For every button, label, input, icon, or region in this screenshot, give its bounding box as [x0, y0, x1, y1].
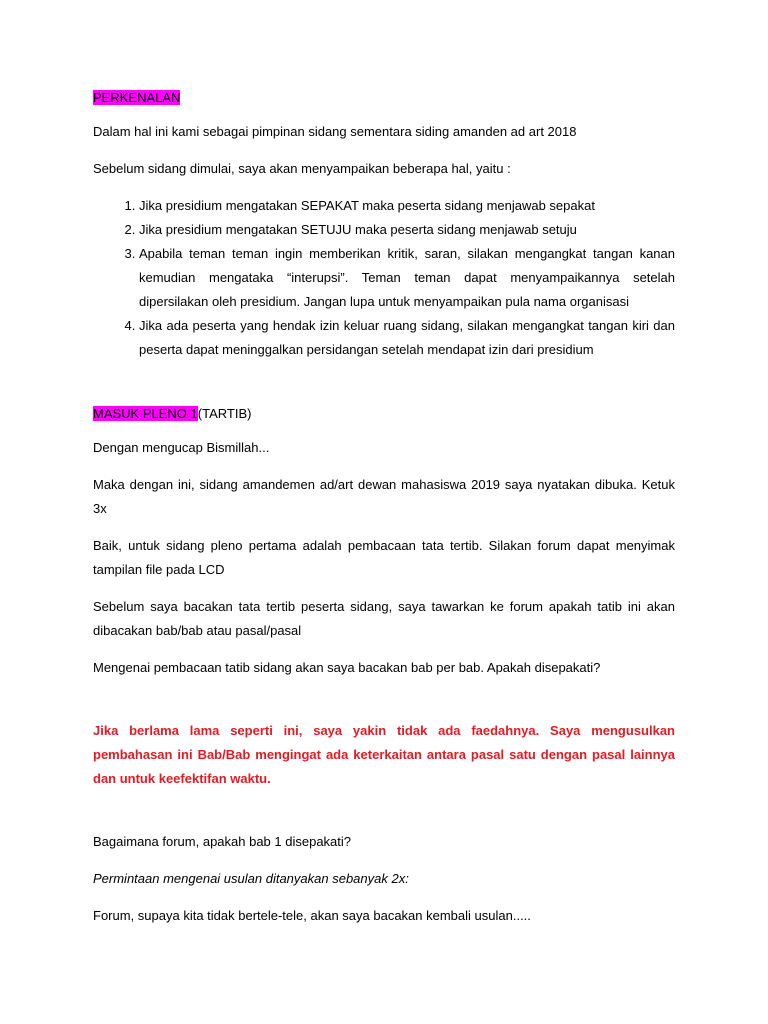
- paragraph-red-note: Jika berlama lama seperti ini, saya yakin tidak ada faedahnya. Saya mengusulkan pembahasan ini Bab/Bab mengingat ada keterkaitan antara pasal satu dengan pasal lainnya dan untuk keefektifan waktu.: [93, 723, 675, 786]
- paragraph-announcement: Sebelum sidang dimulai, saya akan menyampaikan beberapa hal, yaitu :: [93, 161, 511, 176]
- paragraph-pleno-intro: Baik, untuk sidang pleno pertama adalah pembacaan tata tertib. Silakan forum dapat menyimak tampilan file pada LCD: [93, 538, 675, 577]
- paragraph-opening: Maka dengan ini, sidang amandemen ad/art dewan mahasiswa 2019 saya nyatakan dibuka. Ketuk 3x: [93, 477, 675, 516]
- section-heading-perkenalan: [93, 86, 675, 110]
- paragraph-italic-note: Permintaan mengenai usulan ditanyakan sebanyak 2x:: [93, 871, 409, 886]
- paragraph-closing: Forum, supaya kita tidak bertele-tele, akan saya bacakan kembali usulan.....: [93, 908, 531, 923]
- paragraph-offer: Sebelum saya bacakan tata tertib peserta sidang, saya tawarkan ke forum apakah tatib ini akan dibacakan bab/bab atau pasal/pasal: [93, 599, 675, 638]
- highlighted-heading: PERKENALAN: [93, 90, 181, 105]
- list-item: 2. Jika presidium mengatakan SETUJU maka peserta sidang menjawab setuju: [139, 218, 675, 242]
- paragraph-bismillah: Dengan mengucap Bismillah...: [93, 440, 270, 455]
- list-item: 1. Jika presidium mengatakan SEPAKAT maka peserta sidang menjawab sepakat: [139, 194, 675, 218]
- section-heading-pleno: [93, 402, 675, 426]
- list-item: 3. Apabila teman teman ingin memberikan kritik, saran, silakan mengangkat tangan kanan kemudian mengataka “interupsi”. Teman teman dapat menyampaikannya setelah dipersilakan oleh presidium. Jangan lupa untuk menyampaikan pula nama organisasi: [139, 242, 675, 314]
- paragraph-question: Bagaimana forum, apakah bab 1 disepakati?: [93, 834, 352, 849]
- paragraph-intro: Dalam hal ini kami sebagai pimpinan sidang sementara siding amanden ad art 2018: [93, 124, 577, 139]
- paragraph-decision: Mengenai pembacaan tatib sidang akan saya bacakan bab per bab. Apakah disepakati?: [93, 660, 601, 675]
- spacer: [93, 804, 675, 830]
- spacer: [93, 693, 675, 719]
- list-item: 4. Jika ada peserta yang hendak izin keluar ruang sidang, silakan mengangkat tangan kiri dan peserta dapat meninggalkan persidangan setelah mendapat izin dari presidium: [139, 314, 675, 362]
- spacer: [93, 372, 675, 402]
- rules-list: [93, 194, 675, 362]
- heading-suffix: (TARTIB): [197, 406, 252, 421]
- highlighted-heading: MASUK PLENO 1: [93, 406, 198, 421]
